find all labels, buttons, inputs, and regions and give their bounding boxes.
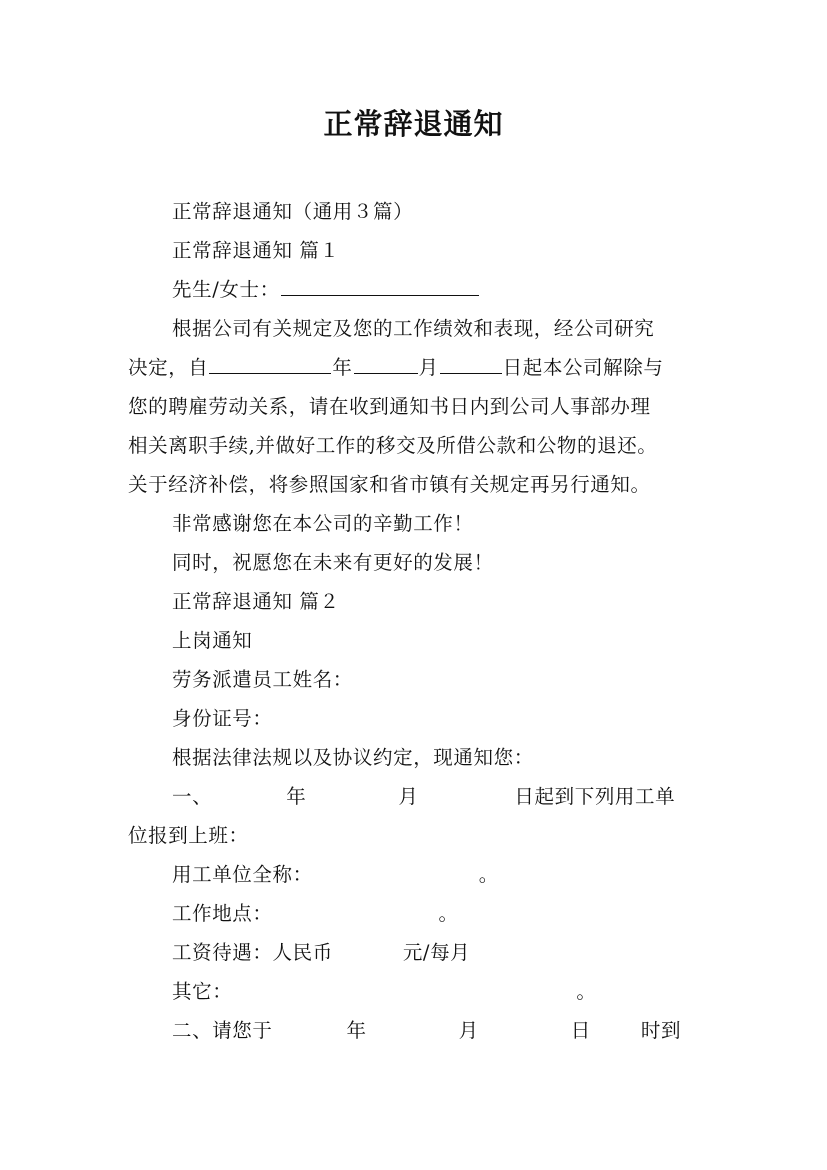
month-label: 月	[418, 356, 439, 379]
part2-heading: 正常辞退通知 篇２	[172, 590, 340, 613]
wish-line: 同时，祝愿您在未来有更好的发展！	[172, 551, 494, 574]
document-subtitle: 正常辞退通知（通用３篇）	[172, 200, 414, 223]
paragraph1-line4: 相关离职手续,并做好工作的移交及所借公款和公物的退还。	[128, 434, 658, 457]
paragraph1-line3: 您的聘雇劳动关系，请在收到通知书日内到公司人事部办理	[128, 395, 651, 418]
other-label: 其它：	[172, 980, 233, 1003]
id-number-field: 身份证号：	[172, 707, 273, 730]
item1-line2: 位报到上班：	[128, 824, 249, 847]
paragraph1-line2	[128, 355, 718, 381]
item1-month: 月	[398, 785, 419, 808]
part1-heading: 正常辞退通知 篇１	[172, 239, 340, 262]
item2-text: 二、请您于	[172, 1019, 273, 1042]
worker-name-field: 劳务派遣员工姓名：	[172, 668, 353, 691]
document-title: 正常辞退通知	[323, 107, 504, 141]
item1-number: 一、	[172, 785, 213, 808]
salutation-label: 先生/女士：	[172, 278, 280, 301]
decision-text: 决定，自	[128, 356, 209, 379]
other-line	[172, 979, 762, 1005]
paragraph1-line1: 根据公司有关规定及您的工作绩效和表现，经公司研究	[172, 317, 655, 340]
year-blank	[209, 355, 331, 374]
paragraph1-line5: 关于经济补偿，将参照国家和省市镇有关规定再另行通知。	[128, 473, 651, 496]
salary-unit: 元/每月	[402, 941, 471, 964]
item2-hour: 时到	[640, 1019, 682, 1042]
employer-line	[172, 862, 762, 888]
notice-title: 上岗通知	[172, 629, 253, 652]
salary-label: 工资待遇：人民币	[172, 941, 333, 964]
day-blank	[440, 355, 502, 374]
intro-line: 根据法律法规以及协议约定，现通知您：	[172, 746, 534, 769]
item2-year: 年	[346, 1019, 367, 1042]
location-period: 。	[438, 902, 459, 925]
other-period: 。	[576, 980, 597, 1003]
item2-day: 日	[570, 1019, 591, 1042]
salutation-line	[172, 277, 762, 303]
item1-line1	[172, 784, 762, 810]
employer-label: 用工单位全称：	[172, 863, 313, 886]
item1-text: 日起到下列用工单	[514, 785, 676, 808]
employer-period: 。	[478, 863, 499, 886]
item2-month: 月	[458, 1019, 479, 1042]
name-blank	[281, 277, 479, 296]
item2-line1	[172, 1018, 762, 1044]
location-label: 工作地点：	[172, 902, 273, 925]
month-blank	[354, 355, 418, 374]
location-line	[172, 901, 762, 927]
salary-line	[172, 940, 762, 966]
termination-text: 日起本公司解除与	[502, 356, 664, 379]
item1-year: 年	[286, 785, 307, 808]
thanks-line: 非常感谢您在本公司的辛勤工作！	[172, 512, 474, 535]
year-label: 年	[332, 356, 353, 379]
